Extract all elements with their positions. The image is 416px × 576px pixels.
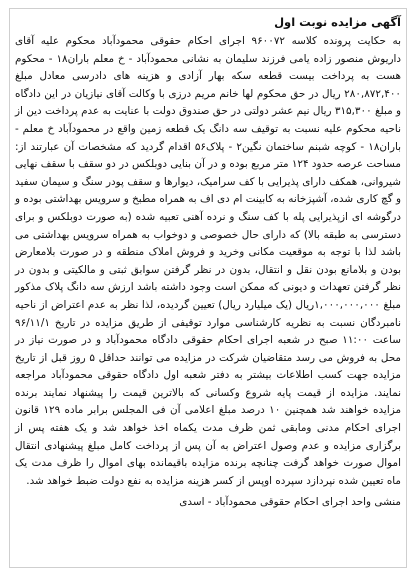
auction-notice (9, 8, 407, 568)
notice-signature: منشی واحد اجرای احکام حقوقی محمودآباد - اسدی (179, 496, 401, 509)
notice-body: به حکایت پرونده کلاسه ۹۶۰۰۷۲ اجرای احکام حقوقی محمودآباد محکوم علیه آقای داریوش منصور زاده یامی فرزند سلیمان به نشانی محمودآباد - خ معلم باران۱۸ - محکوم هست به پرداخت بیست قطعه سکه بهار آزادی و هزینه های دادرسی معادل مبلغ ۲۸۰,۸۷۲,۴۰۰ ریال در حق محکوم لها خانم مریم درزی با وکالت آقای نیازیان در این دادگاه و مبلغ ۳۱۵,۳۰۰ ریال نیم عشر دولتی در حق صندوق دولت با عنایت به عدم پرداخت دین از ناحیه محکوم علیه نسبت به توقیف سه دانگ یک قطعه زمین واقع در محمودآباد خ معلم - باران۱۸ - کوچه شبنم ساختمان نگین۲ - پلاک۵۶ اقدام گردید که مشخصات آن عبارتند از: مساحت عرصه حدود ۱۲۴ متر مربع بوده و در آن بنایی دوبلکس در دو سقف با سقف نهایی شیروانی، همکف دارای پذیرایی با کف سرامیک، دیوارها و سقف پودر سنگ و سیمان سفید و گچ کاری شده، آشپزخانه به کابینت ام دی اف به همراه مطبخ و سرویس بهداشتی بوده و درگوشه ای ازپذیرایی پله با کف سنگ و نرده آهنی تعبیه شده (به صورت دوبلکس و برای دسترسی به طبقه بالا) که دارای حال خصوصی و دوخواب به همراه سرویس بهداشتی می باشد لذا با توجه به موقعیت مکانی وخرید و فروش املاک منطقه و در صورت بلامعارض بودن و بلامانع بودن نقل و انتقال، بدون در نظر گرفتن سوابق ثبتی و مالکیتی و بدون در نظر گرفتن تعهدات و دیونی که ممکن است وجود داشته باشد ارزش سه دانگ پلاک مذکور مبلغ ۱,۰۰۰,۰۰۰,۰۰۰ریال (یک میلیارد ریال) تعیین گردیده، لذا نظر به عدم اعتراض از ناحیه نامبردگان نسبت به نظریه کارشناسی موارد توقیفی از طریق مزایده در تاریخ ۹۶/۱۱/۱ ساعت ۱۱:۰۰ صبح در شعبه اجرای احکام حقوقی دادگاه محمودآباد و در صورت نیاز در محل به فروش می رسد متقاضیان شرکت در مزایده می توانند حداقل ۵ روز قبل از تاریخ مزایده جهت کسب اطلاعات بیشتر به دفتر شعبه اول دادگاه حقوقی محمودآباد مراجعه نمایند. مزایده از قیمت پایه شروع وکسانی که بالاترین قیمت را پیشنهاد نمایند برنده مزایده خواهند شد همچنین ۱۰ درصد مبلغ اعلامی آن فی المجلس برابر ماده ۱۲۹ قانون اجرای احکام مدنی ومابقی ثمن ظرف مدت یکماه اخذ خواهد شد و یک هفته پس از برگزاری مزایده و عدم وصول اعتراض به آن پس از پرداخت کامل مبلغ پیشنهادی انتقال اموال صورت خواهد گرفت چنانچه برنده مزایده باقیمانده بهای اموال را ظرف مدت یک ماه تعیین شده نپردازد سپرده اوپس از کسر هزینه مزایده به نفع دولت ضبط خواهد شد. (15, 35, 402, 487)
notice-title: آگهی مزایده نوبت اول (274, 15, 401, 29)
